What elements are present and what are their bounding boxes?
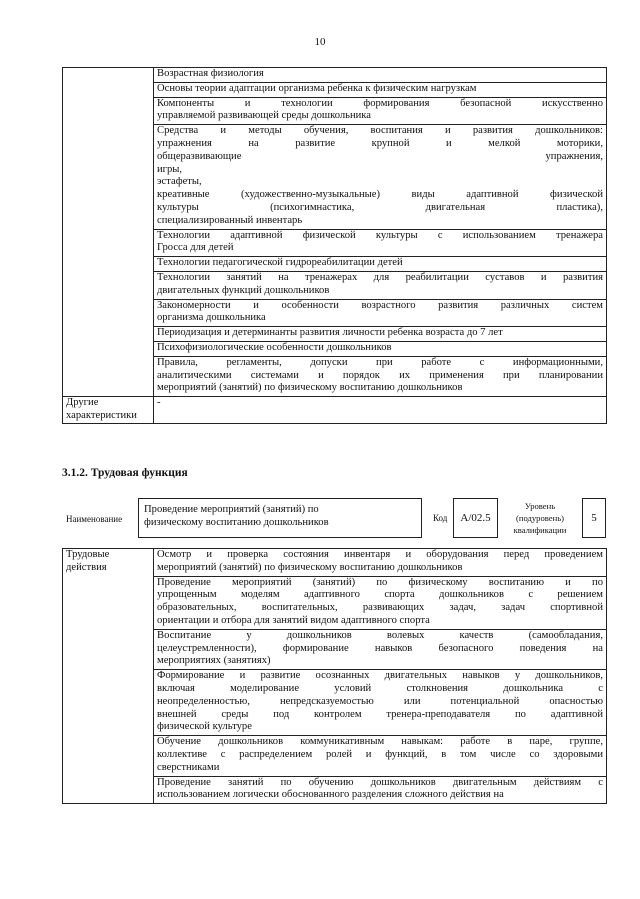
cell-line: коллективе с распределением ролей и функций, в том числе со здоровыми: [157, 748, 603, 760]
level-label-line: Уровень: [524, 501, 556, 511]
level-label-line: (подуровень): [516, 513, 564, 523]
cell-line: Трудовые: [66, 549, 110, 560]
cell-line: Правила, регламенты, допуски при работе с информационными,: [157, 356, 603, 368]
cell-line: Проведение мероприятий (занятий) по физическому воспитанию и по: [157, 576, 603, 588]
other-characteristics-label: [63, 397, 154, 424]
cell-line: Формирование и развитие осознанных двигательных навыков у дошкольников,: [157, 670, 603, 682]
cell-line: двигательных функций дошкольников: [157, 284, 330, 296]
function-name-label: Наименование: [66, 514, 123, 524]
cell-line: Воспитание у дошкольников волевых качеств (самообладания,: [157, 629, 603, 641]
knowledge-item: [154, 327, 607, 342]
cell-line: Технологии педагогической гидрореабилитации детей: [157, 257, 403, 269]
knowledge-table: [62, 67, 607, 424]
cell-line: мероприятий (занятий) по физическому воспитанию дошкольников: [157, 382, 463, 394]
cell-line: Средства и методы обучения, воспитания и развития дошкольников:: [157, 125, 603, 137]
level-label: [503, 500, 577, 536]
section-heading: 3.1.2. Трудовая функция: [62, 467, 188, 479]
cell-line: общеразвивающие упражнения,: [157, 150, 603, 162]
cell-line: физической культуре: [157, 721, 252, 733]
cell-line: Закономерности и особенности возрастного развития различных систем: [157, 299, 603, 311]
cell-line: мероприятиях (занятиях): [157, 655, 271, 667]
cell-line: аналитическими системами и порядок их применения при планировании: [157, 369, 603, 381]
table-row: [63, 68, 607, 83]
labor-action-item: [154, 576, 607, 629]
cell-line: Периодизация и детерминанты развития личности ребенка возраста до 7 лет: [157, 327, 503, 339]
labor-action-item: [154, 629, 607, 669]
knowledge-item: [154, 82, 607, 97]
cell-line: Возрастная физиология: [157, 68, 264, 79]
cell-line: Проведение занятий по обучению дошкольников двигательным действиям с: [157, 776, 603, 788]
cell-line: Компоненты и технологии формирования безопасной искусственно: [157, 97, 603, 109]
function-name-line: Проведение мероприятий (занятий) по: [144, 504, 319, 515]
cell-line: ориентации и отбора для занятий видом адаптивного спорта: [157, 614, 430, 626]
knowledge-item: [154, 229, 607, 257]
cell-line: эстафеты,: [157, 176, 202, 188]
cell-line: образовательных, воспитательных, развивающих задач, задач спортивной: [157, 602, 603, 614]
labor-action-item: [154, 670, 607, 736]
code-box: [453, 498, 498, 538]
cell-line: культуры (психогимнастика, двигательная пластика),: [157, 201, 603, 213]
label-cell: [63, 68, 154, 397]
cell-line: игры,: [157, 163, 183, 175]
cell-line: внешней среды под контролем тренера-преподавателя по адаптивной: [157, 708, 603, 720]
cell-line: креативные (художественно-музыкальные) виды адаптивной физической: [157, 189, 603, 201]
knowledge-item: [154, 341, 607, 356]
labor-action-item: [154, 736, 607, 776]
knowledge-item: [154, 271, 607, 299]
knowledge-item: [154, 125, 607, 229]
cell-line: упрощенным моделям адаптивного спорта дошкольников с решением: [157, 589, 603, 601]
page-number: 10: [314, 36, 326, 48]
other-characteristics-value: -: [154, 397, 607, 424]
function-name-box: [138, 498, 422, 538]
cell-line: организма дошкольника: [157, 312, 266, 324]
table-row: [63, 397, 607, 424]
cell-line: включая моделирование условий столкновения дошкольника с: [157, 682, 603, 694]
cell-line: специализированный инвентарь: [157, 214, 303, 226]
knowledge-item: [154, 356, 607, 396]
cell-line: неопределенностью, непредсказуемостью или потенциальной опасностью: [157, 695, 603, 707]
cell-line: Другие: [66, 397, 99, 409]
cell-line: упражнения на развитие крупной и мелкой моторики,: [157, 137, 603, 149]
cell-line: Обучение дошкольников коммуникативным навыкам: работе в паре, группе,: [157, 736, 603, 748]
level-value: 5: [591, 512, 597, 524]
knowledge-item: [154, 257, 607, 272]
code-value: A/02.5: [460, 512, 491, 524]
cell-line: Технологии занятий на тренажерах для реабилитации суставов и развития: [157, 271, 603, 283]
level-label-line: квалификации: [513, 525, 567, 535]
knowledge-item: [154, 299, 607, 327]
cell-line: Осмотр и проверка состояния инвентаря и оборудования перед проведением: [157, 549, 603, 560]
cell-line: Технологии адаптивной физической культуры с использованием тренажера: [157, 229, 603, 241]
cell-line: мероприятий (занятий) по физическому воспитанию дошкольников: [157, 561, 463, 573]
cell-line: управляемой развивающей среды дошкольника: [157, 110, 371, 122]
cell-line: Психофизиологические особенности дошкольников: [157, 341, 392, 353]
labor-action-item: [154, 776, 607, 804]
cell-line: Гросса для детей: [157, 242, 234, 254]
labor-action-item: [154, 549, 607, 577]
cell-line: характеристики: [66, 409, 137, 421]
level-box: [582, 498, 606, 538]
cell-line: сверстниками: [157, 761, 220, 773]
table-row: [63, 549, 607, 577]
cell-line: целеустремленности), формирование навыков безопасного поведения на: [157, 642, 603, 654]
knowledge-item: [154, 68, 607, 83]
code-label: Код: [433, 513, 448, 523]
cell-line: действия: [66, 561, 107, 573]
cell-line: использованием логически обоснованного разделения сложного действия на: [157, 789, 504, 801]
cell-line: Основы теории адаптации организма ребенка к физическим нагрузкам: [157, 82, 477, 94]
labor-actions-label: [63, 549, 154, 804]
knowledge-item: [154, 97, 607, 125]
actions-table: [62, 548, 607, 804]
function-name-line: физическому воспитанию дошкольников: [144, 517, 329, 528]
